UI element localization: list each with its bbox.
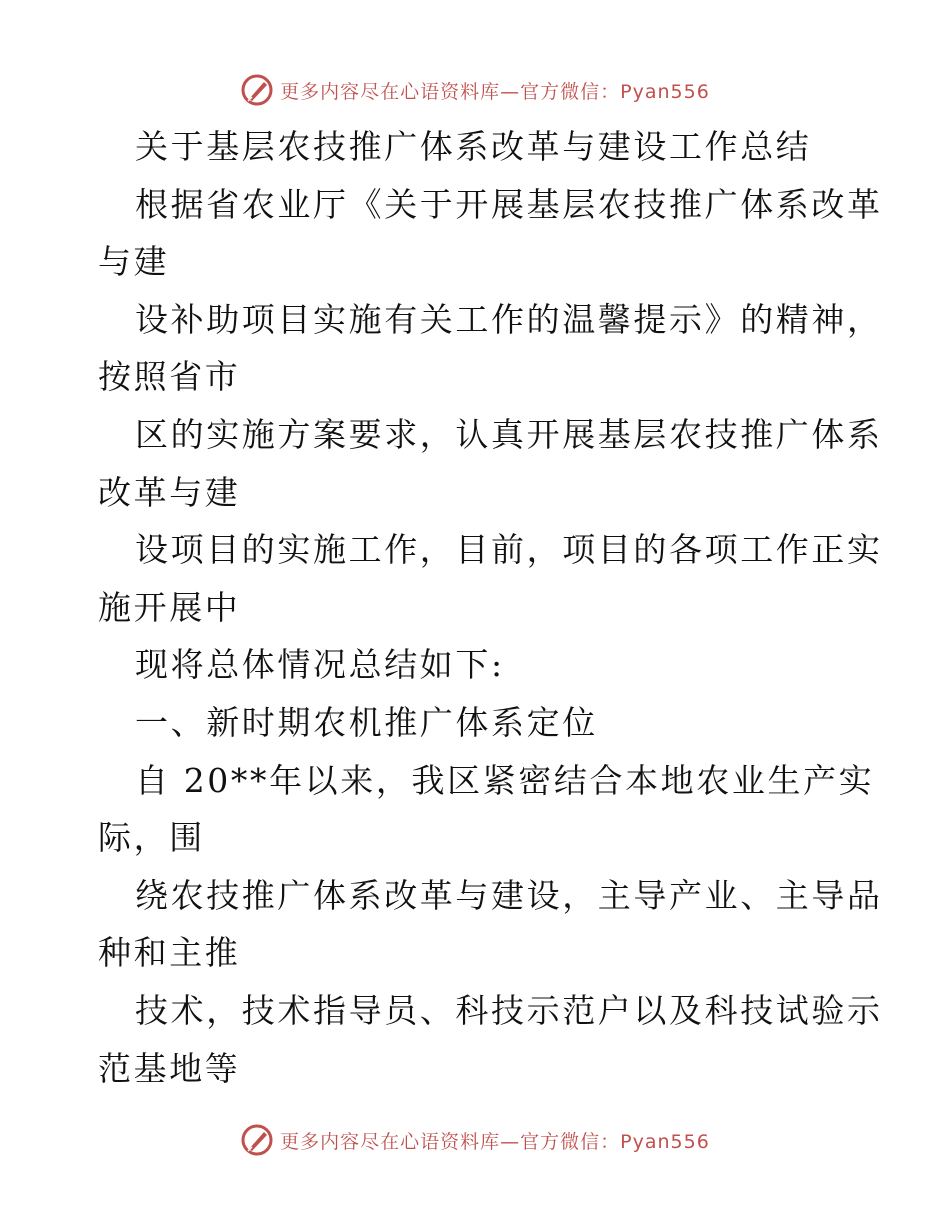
footer-watermark-banner [0,1120,950,1160]
header-watermark-banner [0,70,950,110]
document-line: 设项目的实施工作，目前，项目的各项工作正实 [135,530,883,570]
quill-logo-icon [240,73,274,107]
document-line: 范基地等 [98,1048,241,1088]
document-line: 种和主推 [98,933,241,973]
document-line: 按照省市 [98,357,241,397]
document-line: 改革与建 [98,472,241,512]
document-line: 与建 [98,242,170,282]
document-line: 施开展中 [98,587,241,627]
document-line: 区的实施方案要求，认真开展基层农技推广体系 [135,414,883,454]
document-line: 关于基层农技推广体系改革与建设工作总结 [135,127,812,166]
document-line: 现将总体情况总结如下: [135,645,505,685]
document-body [98,118,883,1097]
document-line: 技术，技术指导员、科技示范户以及科技试验示 [135,990,883,1030]
header-watermark-text: 更多内容尽在心语资料库—官方微信：Pyan556 [280,80,710,103]
document-line: 绕农技推广体系改革与建设，主导产业、主导品 [135,875,883,915]
document-line: 设补助项目实施有关工作的温馨提示》的精神， [135,299,883,339]
document-line: 际，围 [98,818,205,858]
footer-watermark-text: 更多内容尽在心语资料库—官方微信：Pyan556 [280,1130,710,1153]
quill-logo-icon [240,1123,274,1157]
document-line: 根据省农业厅《关于开展基层农技推广体系改革 [135,184,883,224]
document-line: 自 20**年以来，我区紧密结合本地农业生产实 [135,760,875,800]
document-line: 一、新时期农机推广体系定位 [135,702,598,742]
